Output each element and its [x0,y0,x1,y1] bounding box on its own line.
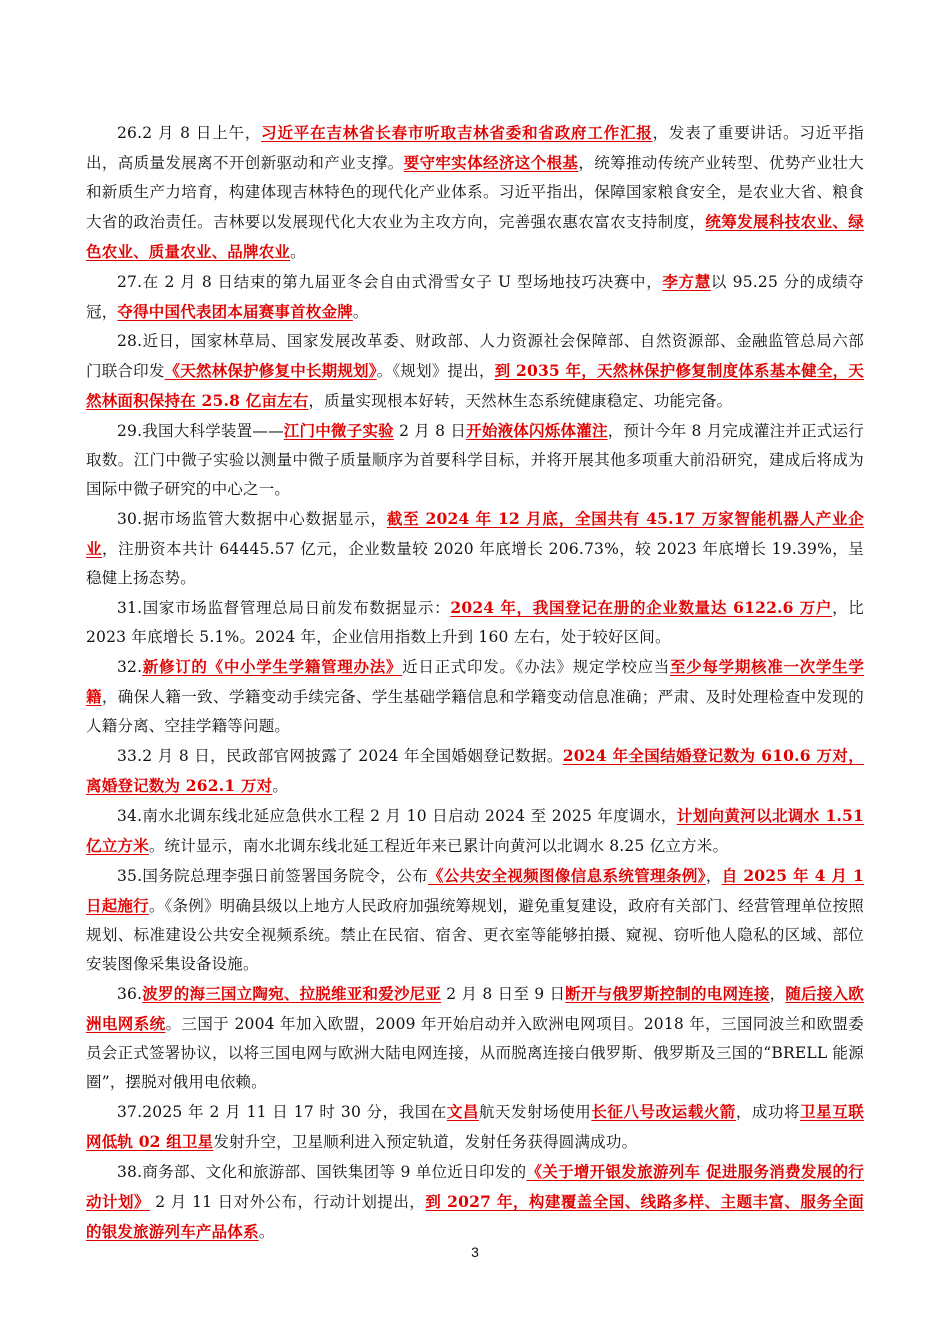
body-text: 30.据市场监管大数据中心数据显示， [117,510,387,528]
body-text: 29.我国大科学装置—— [117,422,284,440]
highlighted-text: 计划向黄河以北调水 1.51 亿立方米 [86,806,864,855]
body-text: 37.2025 年 2 月 11 日 17 时 30 分，我国在 [117,1103,447,1121]
highlighted-text: 要守牢实体经济这个根基 [403,153,579,172]
news-paragraph [86,267,864,327]
body-text: 。《规划》提出， [376,362,495,380]
news-paragraph [86,979,864,1097]
body-text: 32. [117,658,143,676]
page-number: 3 [471,1244,479,1260]
news-paragraph [86,327,864,416]
highlighted-text: 习近平在吉林省长春市听取吉林省委和省政府工作汇报 [261,123,653,142]
highlighted-text: 截至 2024 年 12 月底，全国共有 45.17 万家智能机器人产业企业 [86,509,864,558]
document-body [86,118,864,1247]
body-text: 近日正式印发。《办法》规定学校应当 [402,658,670,676]
news-paragraph [86,504,864,593]
body-text: 。 [290,243,306,261]
news-paragraph [86,741,864,801]
body-text: 航天发射场使用 [478,1103,592,1121]
news-paragraph [86,652,864,741]
body-text: ，预计今年 8 月完成灌注并正式运行取数。江门中微子实验以测量中微子质量顺序为首要科学目标，并将开展其他多项重大前沿研究，建成后将成为国际中微子研究的中心之一。 [86,422,864,498]
highlighted-text: 2024 年，我国登记在册的企业数量达 6122.6 万户 [450,598,833,617]
highlighted-text: 江门中微子实验 [283,421,394,440]
news-paragraph [86,118,864,267]
body-text: 。 [272,777,289,795]
body-text: ，比 2023 年底增长 5.1%。2024 年，企业信用指数上升到 160 左右，处于较好区间。 [86,599,864,646]
body-text: 27.在 2 月 8 日结束的第九届亚冬会自由式滑雪女子 U 型场地技巧决赛中， [117,273,663,291]
body-text: 35.国务院总理李强日前签署国务院令，公布 [117,867,428,885]
body-text: 2 月 8 日至 9 日 [441,985,566,1003]
body-text: ， [769,985,786,1003]
highlighted-text: 《公共安全视频图像信息系统管理条例》 [427,866,706,885]
body-text: 发射升空，卫星顺利进入预定轨道，发射任务获得圆满成功。 [213,1133,638,1151]
body-text: ，质量实现根本好转，天然林生态系统健康稳定、功能完备。 [308,392,733,410]
body-text: ，成功将 [735,1103,801,1121]
body-text: 2 月 11 日对外公布，行动计划提出， [149,1193,426,1211]
body-text: 。 [352,303,369,321]
news-paragraph [86,593,864,652]
highlighted-text: 新修订的《中小学生学籍管理办法》 [142,657,403,676]
body-text: 33.2 月 8 日，民政部官网披露了 2024 年全国婚姻登记数据。 [117,747,563,765]
highlighted-text: 文昌 [446,1102,479,1121]
news-paragraph [86,1157,864,1247]
news-paragraph [86,801,864,861]
body-text: 26.2 月 8 日上午， [117,124,262,142]
news-paragraph [86,416,864,504]
body-text: 38.商务部、文化和旅游部、国铁集团等 9 单位近日印发的 [117,1163,527,1181]
highlighted-text: 卫星互联网低轨 02 组卫星 [86,1102,864,1151]
highlighted-text: 随后接入欧洲电网系统 [86,984,864,1033]
news-paragraph [86,861,864,979]
body-text: ，统筹推动传统产业转型、优势产业壮大和新质生产力培育，构建体现吉林特色的现代化产业体系。习近平指出，保障国家粮食安全，是农业大省、粮食大省的政治责任。吉林要以发展现代化大农业为主攻方向，完善强农惠农富农支持制度， [86,154,865,231]
body-text: ，发表了重要讲话。习近平指出，高质量发展离不开创新驱动和产业支撑。 [86,124,864,172]
highlighted-text: 李方慧 [662,272,711,291]
news-paragraph [86,1097,864,1157]
body-text: 31.国家市场监督管理总局日前发布数据显示： [117,599,451,617]
body-text: 。《条例》明确县级以上地方人民政府加强统筹规划，避免重复建设，政府有关部门、经营管理单位按照规划、标准建设公共安全视频系统。禁止在民宿、宿舍、更衣室等能够拍摄、窥视、窃听他人隐私的区域、部位安装图像采集设备设施。 [86,897,864,973]
body-text: 36. [117,985,143,1003]
body-text: 以 95.25 分的成绩夺冠， [86,273,864,321]
highlighted-text: 到 2035 年，天然林保护修复制度体系基本健全，天然林面积保持在 25.8 亿亩左右 [86,361,864,410]
highlighted-text: 《天然林保护修复中长期规划》 [164,361,377,380]
highlighted-text: 夺得中国代表团本届赛事首枚金牌 [117,302,353,321]
body-text: 34.南水北调东线北延应急供水工程 2 月 10 日启动 2024 至 2025 年度调水， [117,807,677,825]
body-text: 2 月 8 日 [393,422,467,440]
highlighted-text: 开始液体闪烁体灌注 [466,421,608,440]
body-text: 28.近日，国家林草局、国家发展改革委、财政部、人力资源社会保障部、自然资源部、金融监管总局六部门联合印发 [86,332,864,380]
highlighted-text: 2024 年全国结婚登记数为 610.6 万对，离婚登记数为 262.1 万对 [86,746,864,795]
highlighted-text: 波罗的海三国立陶宛、拉脱维亚和爱沙尼亚 [142,984,442,1003]
body-text: 。 [258,1223,275,1241]
body-text: ， [705,867,722,885]
highlighted-text: 统筹发展科技农业、绿色农业、质量农业、品牌农业 [86,212,864,261]
body-text: ，注册资本共计 64445.57 亿元，企业数量较 2020 年底增长 206.73%，较 2023 年底增长 19.39%，呈稳健上扬态势。 [86,540,865,587]
highlighted-text: 《关于增开银发旅游列车 促进服务消费发展的行动计划》 [86,1162,864,1211]
highlighted-text: 断开与俄罗斯控制的电网连接 [565,984,770,1003]
highlighted-text: 至少每学期核准一次学生学籍 [86,657,865,706]
highlighted-text: 长征八号改运载火箭 [591,1102,736,1121]
body-text: 。统计显示，南水北调东线北延工程近年来已累计向黄河以北调水 8.25 亿立方米。 [148,837,729,855]
highlighted-text: 到 2027 年，构建覆盖全国、线路多样、主题丰富、服务全面的银发旅游列车产品体系 [86,1192,864,1241]
body-text: ，确保人籍一致、学籍变动手续完备、学生基础学籍信息和学籍变动信息准确；严肃、及时处理检查中发现的人籍分离、空挂学籍等问题。 [86,688,865,735]
body-text: 。三国于 2004 年加入欧盟，2009 年开始启动并入欧洲电网项目。2018 年，三国同波兰和欧盟委员会正式签署协议，以将三国电网与欧洲大陆电网连接，从而脱离连接白俄罗斯、俄罗斯及三国的“BRELL 能源圈”，摆脱对俄用电依赖。 [86,1015,864,1091]
highlighted-text: 自 2025 年 4 月 1 日起施行 [86,866,864,915]
